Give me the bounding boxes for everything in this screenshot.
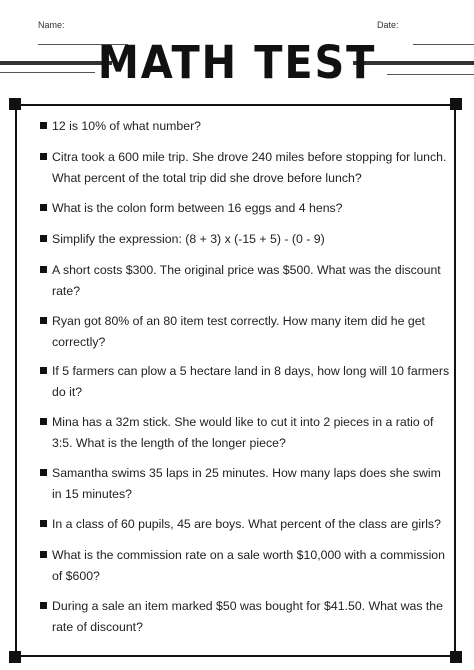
question-item: [40, 596, 450, 638]
question-text: A short costs $300. The original price was $500. What was the discount rate?: [52, 263, 441, 298]
frame-corner-bottom-right: [450, 651, 462, 663]
question-item: [40, 260, 450, 302]
bullet-icon: [40, 204, 47, 211]
bullet-icon: [40, 317, 47, 324]
bullet-icon: [40, 418, 47, 425]
bullet-icon: [40, 551, 47, 558]
name-label: Name:: [38, 20, 65, 30]
bullet-icon: [40, 235, 47, 242]
bullet-icon: [40, 469, 47, 476]
question-list: [17, 106, 454, 655]
question-text: Simplify the expression: (8 + 3) x (-15 + 5) - (0 - 9): [52, 232, 325, 246]
page-title: MATH TEST: [97, 36, 377, 89]
question-text: What is the colon form between 16 eggs and 4 hens?: [52, 201, 343, 215]
question-text: Mina has a 32m stick. She would like to cut it into 2 pieces in a ratio of 3:5. What is the length of the longer piece?: [52, 415, 434, 450]
bullet-icon: [40, 153, 47, 160]
bullet-icon: [40, 266, 47, 273]
question-text: During a sale an item marked $50 was bought for $41.50. What was the rate of discount?: [52, 599, 443, 634]
question-item: [40, 463, 450, 505]
question-item: [40, 361, 450, 403]
question-item: [40, 514, 450, 535]
question-item: [40, 311, 450, 353]
question-frame: [15, 104, 456, 657]
question-item: [40, 412, 450, 454]
question-text: If 5 farmers can plow a 5 hectare land in 8 days, how long will 10 farmers do it?: [52, 364, 450, 399]
frame-corner-top-right: [450, 98, 462, 110]
question-text: What is the commission rate on a sale worth $10,000 with a commission of $600?: [52, 548, 445, 583]
bullet-icon: [40, 122, 47, 129]
question-item: [40, 545, 450, 587]
question-text: Citra took a 600 mile trip. She drove 240 miles before stopping for lunch. What percent of the total trip did she drove before lunch?: [52, 150, 447, 185]
date-label: Date:: [377, 20, 399, 30]
question-text: Ryan got 80% of an 80 item test correctly. How many item did he get correctly?: [52, 314, 425, 349]
question-text: 12 is 10% of what number?: [52, 119, 202, 133]
question-text: Samantha swims 35 laps in 25 minutes. How many laps does she swim in 15 minutes?: [52, 466, 441, 501]
bullet-icon: [40, 602, 47, 609]
question-item: [40, 229, 450, 250]
question-item: [40, 116, 450, 137]
question-text: In a class of 60 pupils, 45 are boys. What percent of the class are girls?: [52, 517, 441, 531]
bullet-icon: [40, 520, 47, 527]
question-item: [40, 147, 450, 189]
bullet-icon: [40, 367, 47, 374]
frame-corner-bottom-left: [9, 651, 21, 663]
frame-corner-top-left: [9, 98, 21, 110]
question-item: [40, 198, 450, 219]
